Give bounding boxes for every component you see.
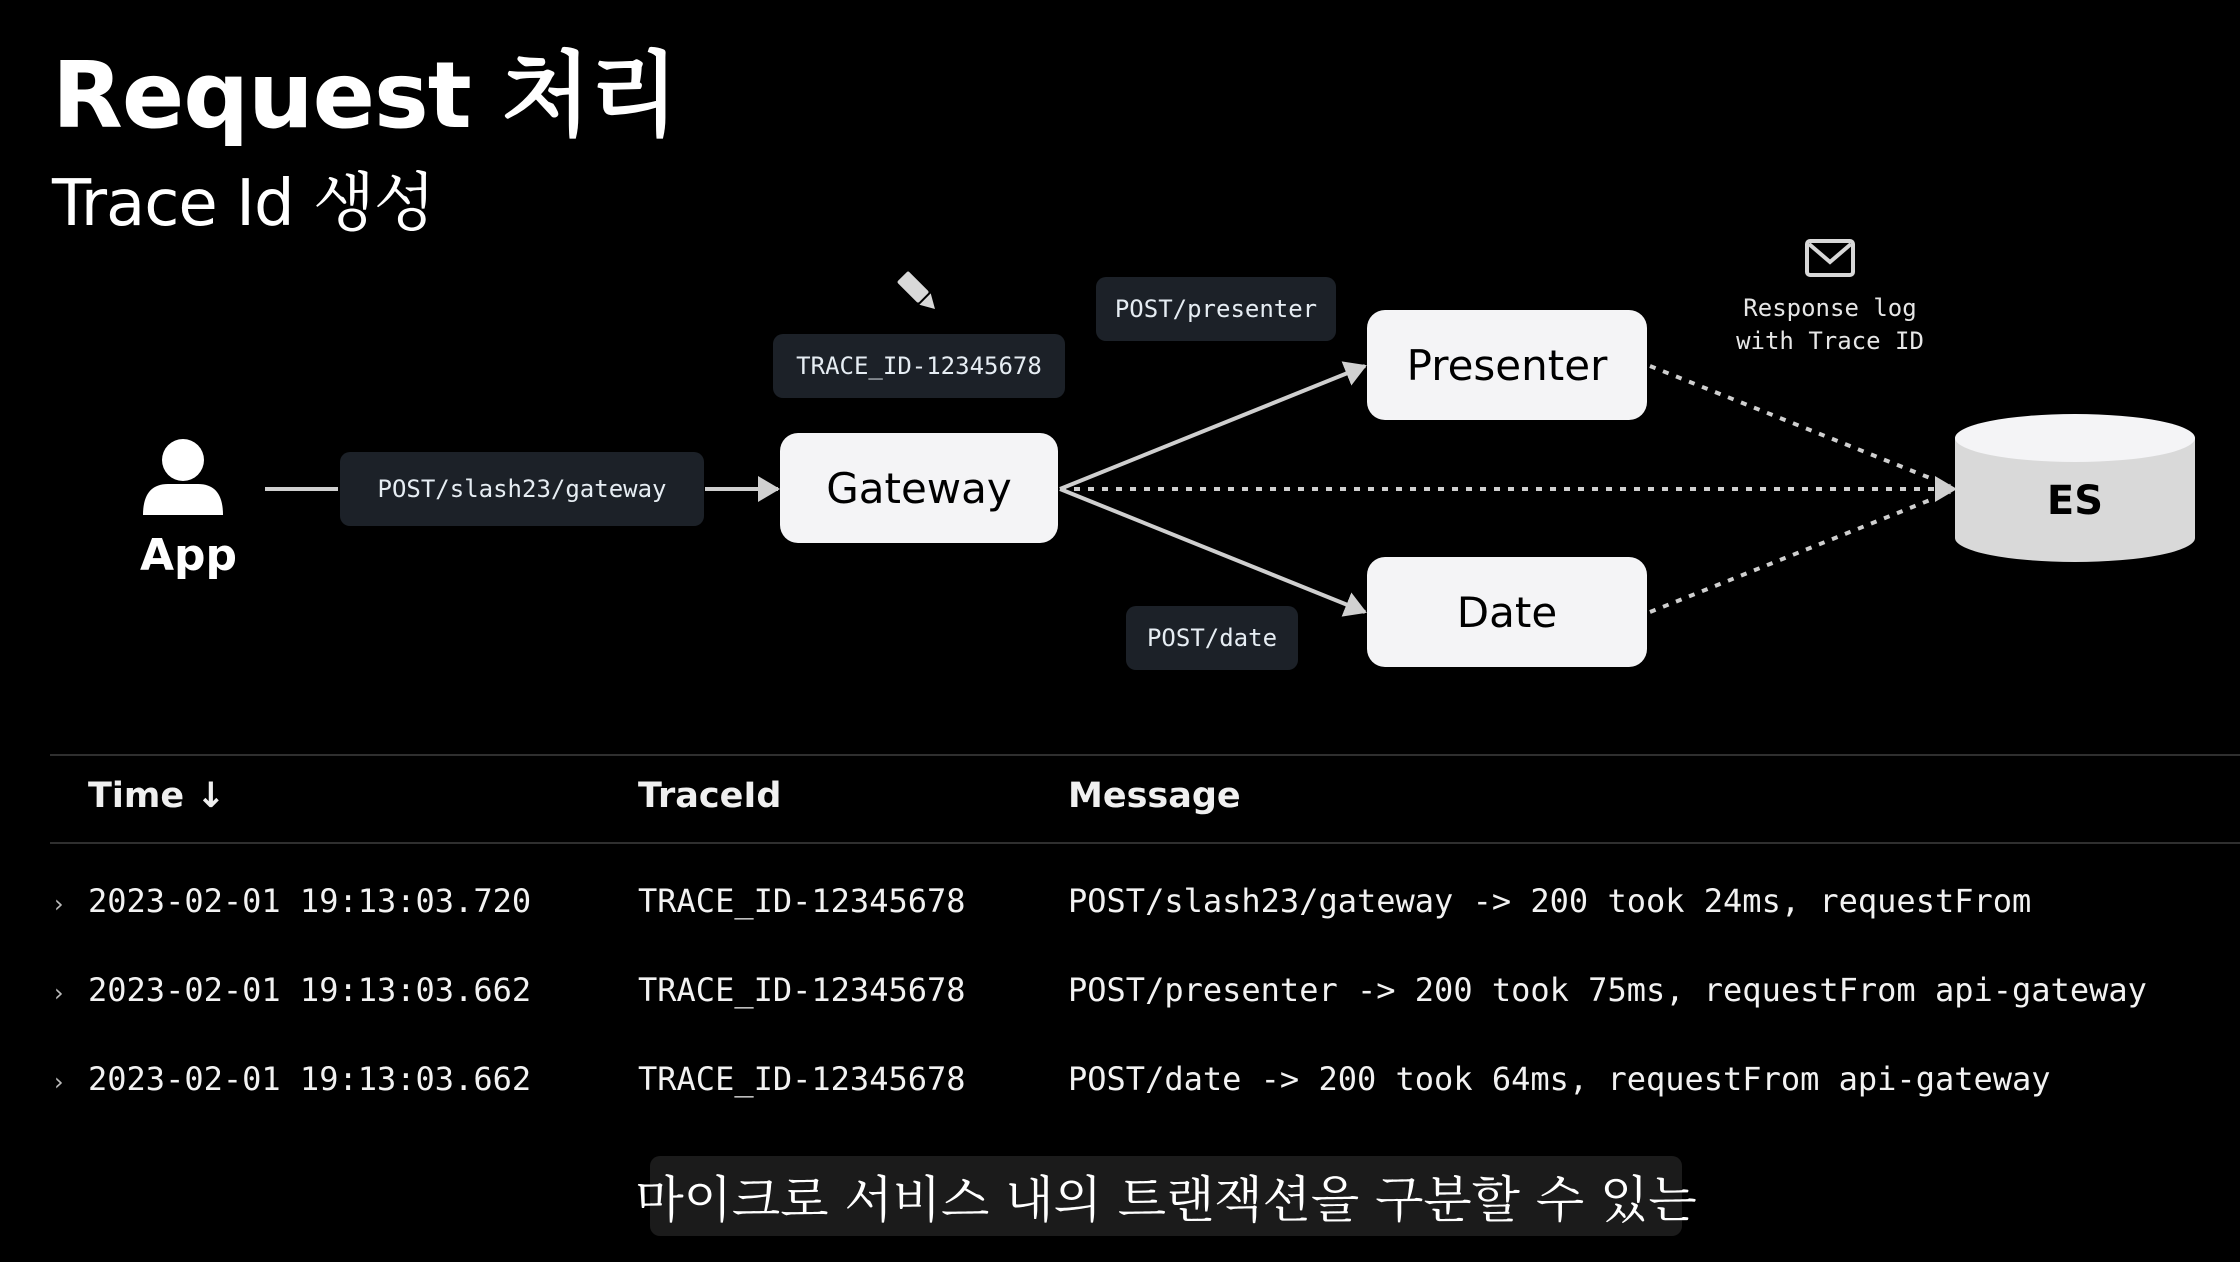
presenter-to-es-dotted-line: [1650, 366, 1950, 486]
pencil-icon: [897, 271, 941, 315]
row-message: POST/date -> 200 took 64ms, requestFrom api-gateway: [1068, 1060, 2051, 1098]
envelope-icon: [1807, 241, 1853, 275]
user-icon: [143, 439, 223, 515]
app-label: App: [140, 530, 238, 581]
presenter-node: Presenter: [1367, 310, 1647, 420]
gateway-to-date-arrow: [1060, 489, 1365, 612]
row-time: 2023-02-01 19:13:03.720: [88, 882, 532, 920]
response-log-label: Response log with Trace ID: [1736, 294, 1924, 355]
chevron-right-icon[interactable]: ›: [54, 1068, 64, 1096]
date-to-es-dotted-line: [1650, 492, 1950, 612]
date-request-chip: POST/date: [1126, 606, 1298, 670]
column-header-traceid[interactable]: TraceId: [638, 776, 782, 816]
row-trace-id: TRACE_ID-12345678: [638, 882, 966, 920]
video-caption: 마이크로 서비스 내의 트랜잭션을 구분할 수 있는: [650, 1156, 1682, 1236]
gateway-to-presenter-arrow: [1060, 366, 1365, 489]
row-trace-id: TRACE_ID-12345678: [638, 1060, 966, 1098]
row-trace-id: TRACE_ID-12345678: [638, 971, 966, 1009]
gateway-request-chip: POST/slash23/gateway: [340, 452, 704, 526]
chevron-right-icon[interactable]: ›: [54, 890, 64, 918]
date-node: Date: [1367, 557, 1647, 667]
gateway-node: Gateway: [780, 433, 1058, 543]
slide-subtitle: Trace Id 생성: [52, 167, 435, 241]
chevron-right-icon[interactable]: ›: [54, 979, 64, 1007]
row-message: POST/presenter -> 200 took 75ms, requestFrom api-gateway: [1068, 971, 2147, 1009]
table-top-divider: [50, 754, 2240, 756]
table-row[interactable]: [0, 1054, 2240, 1114]
row-message: POST/slash23/gateway -> 200 took 24ms, requestFrom: [1068, 882, 2032, 920]
table-row[interactable]: [0, 876, 2240, 936]
presenter-request-chip: POST/presenter: [1096, 277, 1336, 341]
table-header-divider: [50, 842, 2240, 844]
row-time: 2023-02-01 19:13:03.662: [88, 1060, 532, 1098]
column-header-message[interactable]: Message: [1068, 776, 1241, 816]
column-header-time[interactable]: Time ↓: [88, 776, 226, 816]
es-label: ES: [2046, 478, 2104, 524]
slide-title: Request 처리: [52, 42, 678, 149]
trace-id-chip: TRACE_ID-12345678: [773, 334, 1065, 398]
row-time: 2023-02-01 19:13:03.662: [88, 971, 532, 1009]
table-row[interactable]: [0, 965, 2240, 1025]
